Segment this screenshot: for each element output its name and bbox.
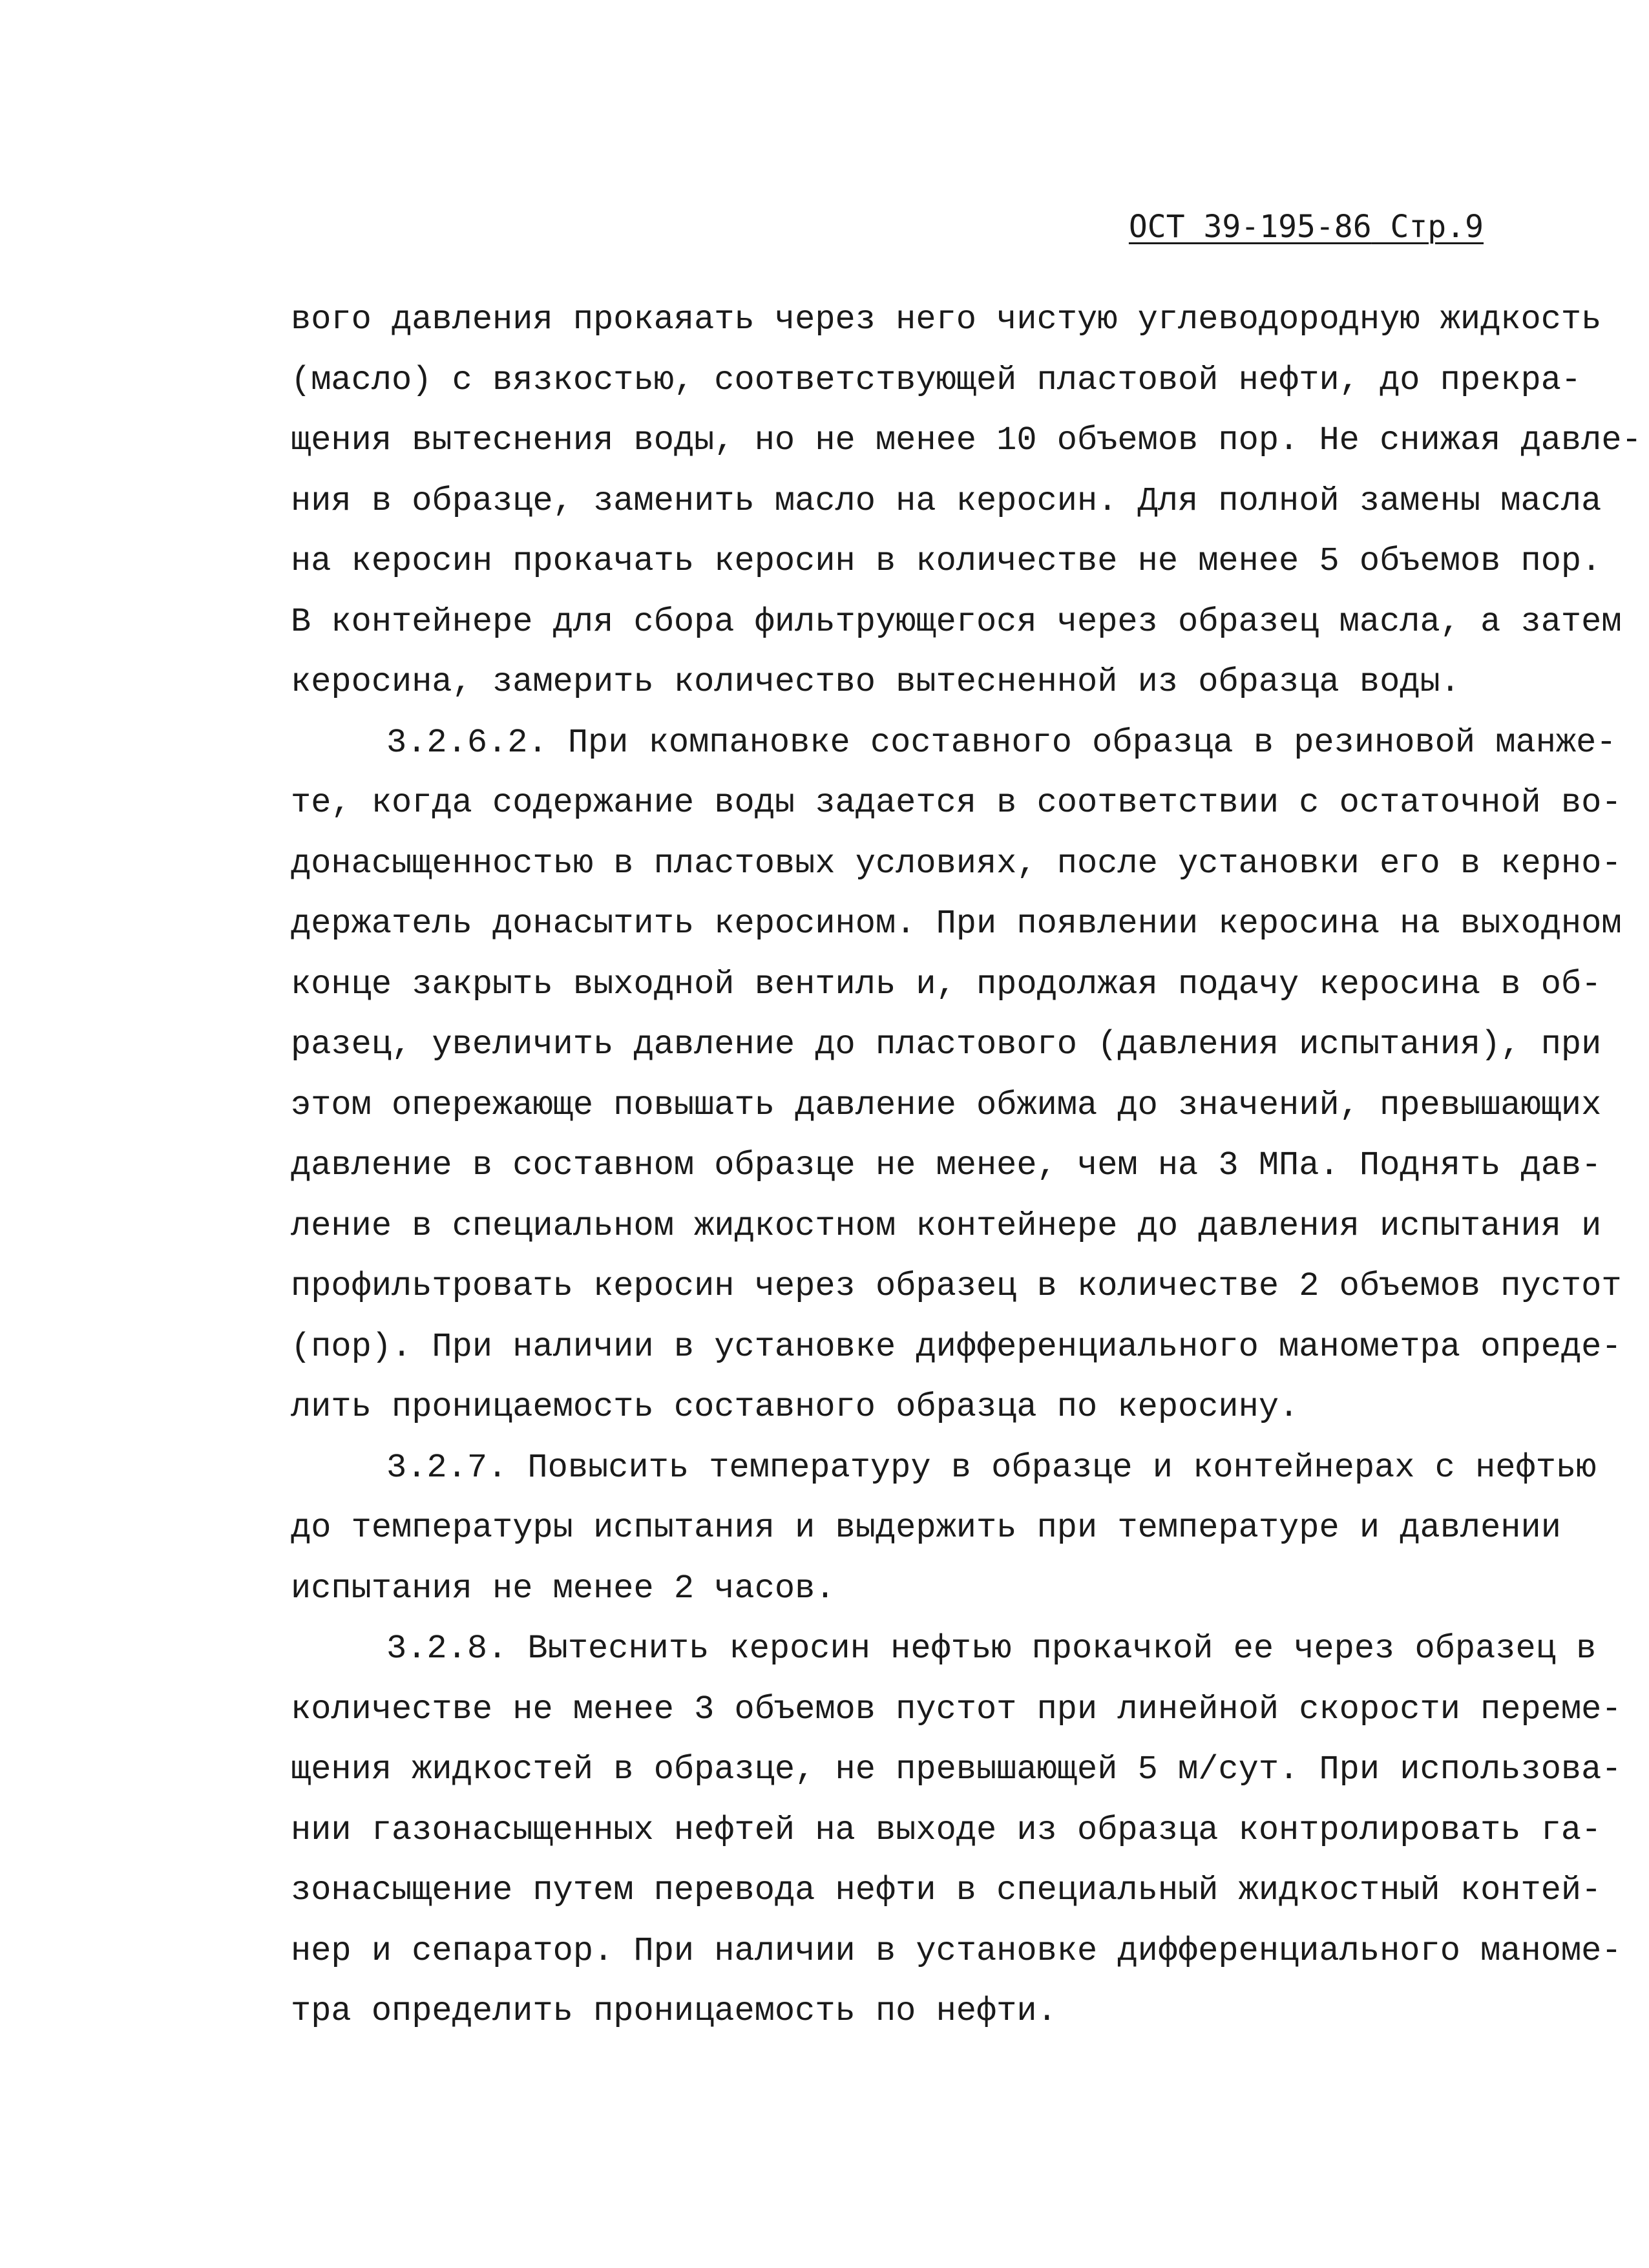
text-line: давление в составном образце не менее, чем на 3 МПа. Поднять дав- bbox=[291, 1146, 1602, 1184]
text-line: нии газонасыщенных нефтей на выходе из образца контролировать га- bbox=[291, 1811, 1602, 1849]
text-line: лить проницаемость составного образца по керосину. bbox=[291, 1388, 1299, 1426]
text-line: (масло) с вязкостью, соответствующей пластовой нефти, до прекра- bbox=[291, 361, 1582, 399]
text-line: 3.2.6.2. При компановке составного образца в резиновой манже- bbox=[386, 723, 1617, 762]
text-line: зонасыщение путем перевода нефти в специальный жидкостный контей- bbox=[291, 1871, 1602, 1909]
text-line: до температуры испытания и выдержить при температуре и давлении bbox=[291, 1509, 1561, 1547]
text-line: испытания не менее 2 часов. bbox=[291, 1569, 835, 1608]
text-line: 3.2.7. Повысить температуру в образце и контейнерах с нефтью bbox=[386, 1448, 1597, 1487]
text-line: вого давления прокаяать через него чистую углеводородную жидкость bbox=[291, 300, 1602, 339]
text-line: В контейнере для сбора фильтрующегося через образец масла, а затем bbox=[291, 602, 1622, 641]
text-line: ния в образце, заменить масло на керосин. Для полной замены масла bbox=[291, 481, 1602, 520]
text-line: держатель донасытить керосином. При появлении керосина на выходном bbox=[291, 905, 1622, 943]
text-line: щения жидкостей в образце, не превышающей 5 м/сут. При использова- bbox=[291, 1750, 1622, 1789]
page-number: Стр.9 bbox=[1390, 209, 1484, 245]
text-line: профильтровать керосин через образец в количестве 2 объемов пустот bbox=[291, 1267, 1622, 1305]
text-line: этом опережающе повышать давление обжима до значений, превышающих bbox=[291, 1086, 1602, 1124]
document-body bbox=[291, 289, 1642, 2042]
text-line: те, когда содержание воды задается в соответствии с остаточной во- bbox=[291, 784, 1622, 822]
paragraph-3-2-7 bbox=[291, 1438, 1597, 1619]
text-line: тра определить проницаемость по нефти. bbox=[291, 1992, 1057, 2030]
text-line: щения вытеснения воды, но не менее 10 объемов пор. Не снижая давле- bbox=[291, 421, 1642, 459]
text-line: конце закрыть выходной вентиль и, продолжая подачу керосина в об- bbox=[291, 965, 1602, 1003]
text-line: керосина, замерить количество вытесненной из образца воды. bbox=[291, 663, 1460, 701]
paragraph-3-2-8 bbox=[291, 1619, 1622, 2042]
page-header bbox=[1129, 205, 1484, 248]
paragraph-3-2-6-2 bbox=[291, 713, 1622, 1438]
text-line: (пор). При наличии в установке дифференциального манометра опреде- bbox=[291, 1327, 1622, 1366]
text-line: донасыщенностью в пластовых условиях, после установки его в керно- bbox=[291, 844, 1622, 883]
document-code: ОСТ 39-195-86 bbox=[1128, 209, 1372, 245]
text-line: нер и сепаратор. При наличии в установке дифференциального маноме- bbox=[291, 1931, 1622, 1970]
text-line: 3.2.8. Вытеснить керосин нефтью прокачкой ее через образец в bbox=[386, 1630, 1597, 1668]
text-line: ление в специальном жидкостном контейнере до давления испытания и bbox=[291, 1206, 1602, 1245]
paragraph-continuation bbox=[291, 289, 1642, 713]
text-line: на керосин прокачать керосин в количестве не менее 5 объемов пор. bbox=[291, 542, 1602, 580]
text-line: количестве не менее 3 объемов пустот при линейной скорости переме- bbox=[291, 1690, 1622, 1728]
text-line: разец, увеличить давление до пластового (давления испытания), при bbox=[291, 1025, 1602, 1064]
